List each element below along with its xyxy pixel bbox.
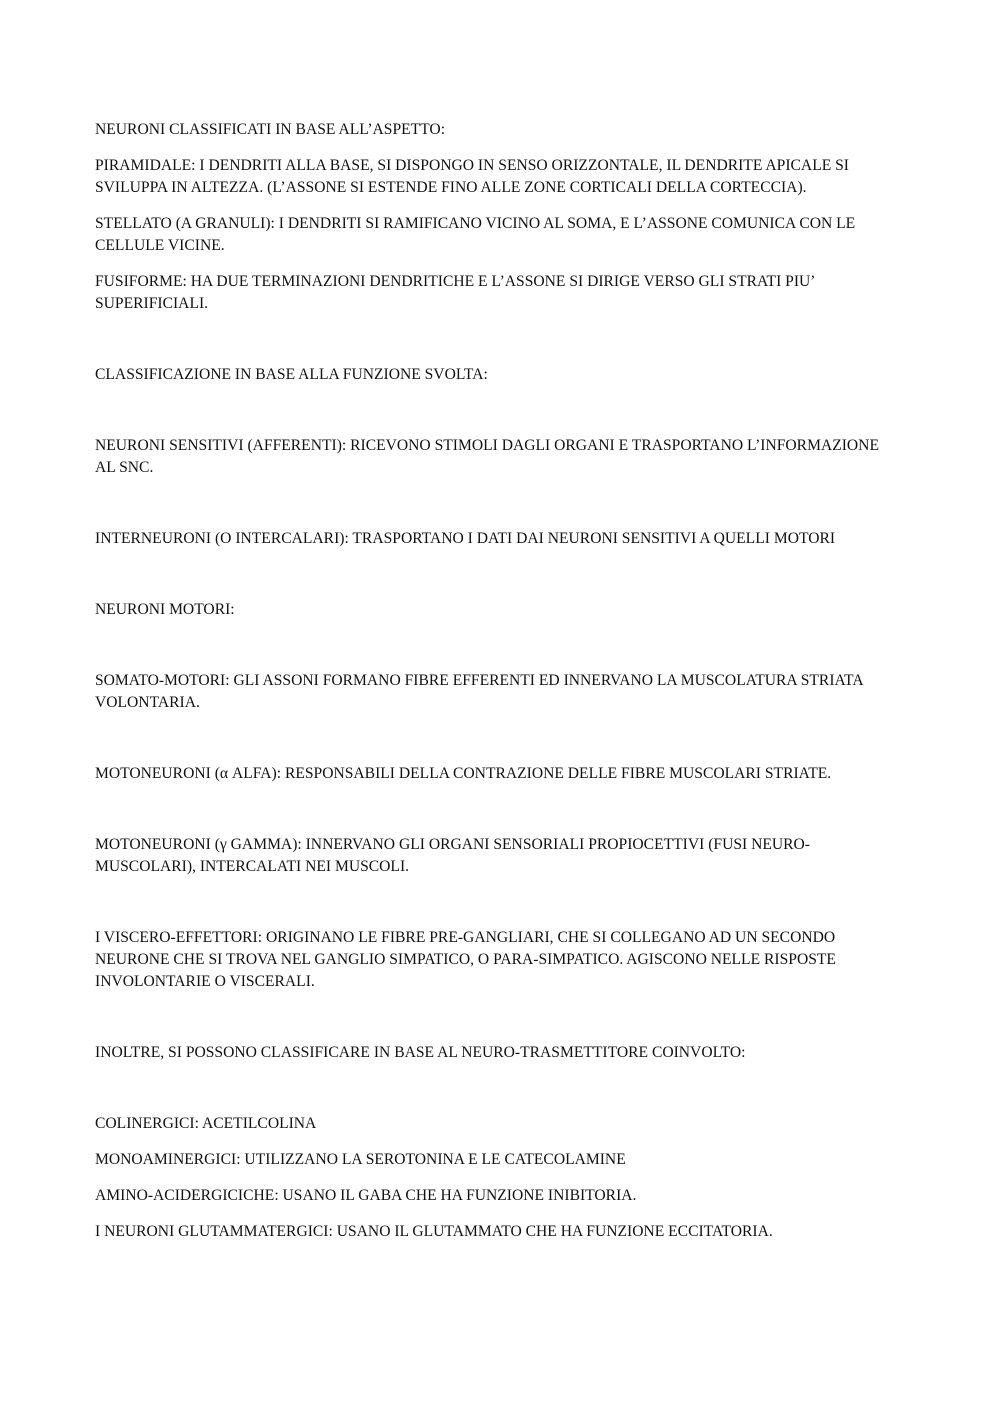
paragraph-glutamatergic: I NEURONI GLUTAMMATERGICI: USANO IL GLUTAMMATO CHE HA FUNZIONE ECCITATORIA. [95,1223,773,1240]
document-body [95,119,900,1243]
paragraph-pyramidal: PIRAMIDALE: I DENDRITI ALLA BASE, SI DISPONGO IN SENSO ORIZZONTALE, IL DENDRITE APICALE SI SVILUPPA IN ALTEZZA. (L’ASSONE SI ESTENDE FINO ALLE ZONE CORTICALI DELLA CORTECCIA). [95,157,850,196]
paragraph-fusiform: FUSIFORME: HA DUE TERMINAZIONI DENDRITICHE E L’ASSONE SI DIRIGE VERSO GLI STRATI PIU’ SUPERIFICIALI. [95,273,815,312]
paragraph-sensory-neurons: NEURONI SENSITIVI (AFFERENTI): RICEVONO STIMOLI DAGLI ORGANI E TRASPORTANO L’INFORMAZIONE AL SNC. [95,437,879,476]
paragraph-alpha-motoneurons: MOTONEURONI (α ALFA): RESPONSABILI DELLA CONTRAZIONE DELLE FIBRE MUSCOLARI STRIATE. [95,765,832,782]
heading-neurotransmitter: INOLTRE, SI POSSONO CLASSIFICARE IN BASE AL NEURO-TRASMETTITORE COINVOLTO: [95,1044,746,1061]
paragraph-interneurons: INTERNEURONI (O INTERCALARI): TRASPORTANO I DATI DAI NEURONI SENSITIVI A QUELLI MOTORI [95,530,836,547]
heading-morphology: NEURONI CLASSIFICATI IN BASE ALL’ASPETTO: [95,121,446,138]
paragraph-stellate: STELLATO (A GRANULI): I DENDRITI SI RAMIFICANO VICINO AL SOMA, E L’ASSONE COMUNICA CON LE CELLULE VICINE. [95,215,856,254]
paragraph-viscero-effectors: I VISCERO-EFFETTORI: ORIGINANO LE FIBRE PRE-GANGLIARI, CHE SI COLLEGANO AD UN SECONDO NEURONE CHE SI TROVA NEL GANGLIO SIMPATICO, O PARA-SIMPATICO. AGISCONO NELLE RISPOSTE INVOLONTARIE O VISCERALI. [95,929,836,990]
paragraph-cholinergic: COLINERGICI: ACETILCOLINA [95,1115,317,1132]
paragraph-somato-motor: SOMATO-MOTORI: GLI ASSONI FORMANO FIBRE EFFERENTI ED INNERVANO LA MUSCOLATURA STRIATA VOLONTARIA. [95,672,863,711]
paragraph-gamma-motoneurons: MOTONEURONI (γ GAMMA): INNERVANO GLI ORGANI SENSORIALI PROPIOCETTIVI (FUSI NEURO-MUSCOLARI), INTERCALATI NEI MUSCOLI. [95,836,810,875]
paragraph-amino-acidergic: AMINO-ACIDERGICICHE: USANO IL GABA CHE HA FUNZIONE INIBITORIA. [95,1187,637,1204]
heading-function: CLASSIFICAZIONE IN BASE ALLA FUNZIONE SVOLTA: [95,366,488,383]
heading-motor-neurons: NEURONI MOTORI: [95,601,235,618]
paragraph-monoaminergic: MONOAMINERGICI: UTILIZZANO LA SEROTONINA E LE CATECOLAMINE [95,1151,626,1168]
